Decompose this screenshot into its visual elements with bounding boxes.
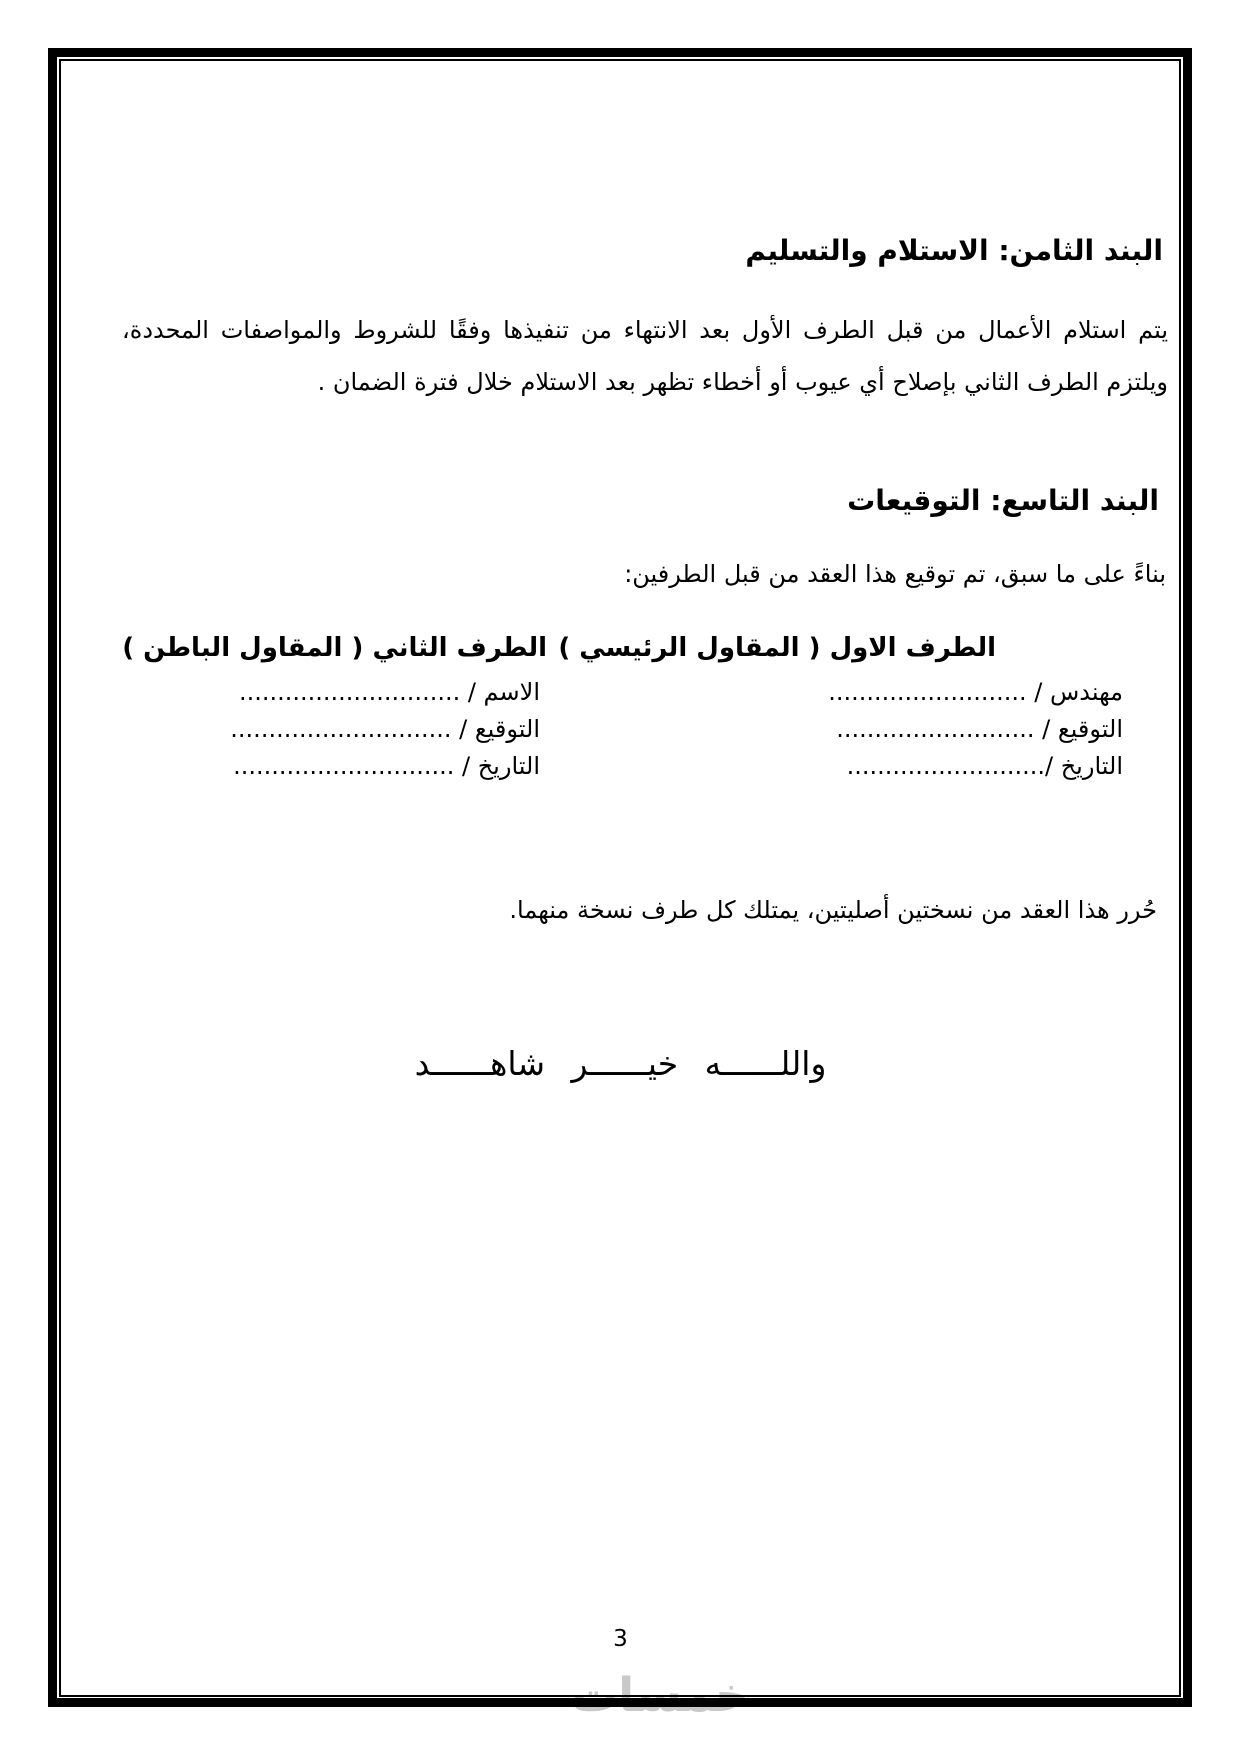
second-party-signature-line: التوقيع / .............................: [230, 715, 540, 743]
testimony-line: واللــــــه خيــــــر شاهــــــد: [414, 1044, 827, 1083]
second-party-title: الطرف الثاني ( المقاول الباطن ): [122, 633, 547, 663]
first-party-title: الطرف الاول ( المقاول الرئيسي ): [558, 633, 996, 663]
second-party-date-line: التاريخ / .............................: [233, 752, 540, 780]
khamsat-watermark: خمسات: [570, 1668, 750, 1723]
first-party-signature-lines: [828, 674, 1123, 785]
clause9-intro: بناءً على ما سبق، تم توقيع هذا العقد من قبل الطرفين:: [624, 560, 1166, 588]
second-party-name-line: الاسم / .............................: [238, 678, 540, 706]
clause9-title: البند التاسع: التوقيعات: [847, 484, 1159, 517]
first-party-date-line: التاريخ /..........................: [846, 752, 1123, 780]
first-party-signature-line: التوقيع / ..........................: [836, 715, 1123, 743]
clause8-title: البند الثامن: الاستلام والتسليم: [745, 234, 1163, 267]
closing-statement: حُرر هذا العقد من نسختين أصليتين، يمتلك كل طرف نسخة منهما.: [509, 896, 1157, 924]
page-number: 3: [613, 1626, 628, 1652]
second-party-signature-lines: [230, 674, 540, 785]
first-party-name-line: مهندس / ..........................: [828, 678, 1123, 706]
clause8-body: يتم استلام الأعمال من قبل الطرف الأول بعد الانتهاء من تنفيذها وفقًا للشروط والمواصفات المحددة، ويلتزم الطرف الثاني بإصلاح أي عيوب أو أخطاء تظهر بعد الاستلام خلال فترة الضمان .: [122, 316, 1168, 396]
